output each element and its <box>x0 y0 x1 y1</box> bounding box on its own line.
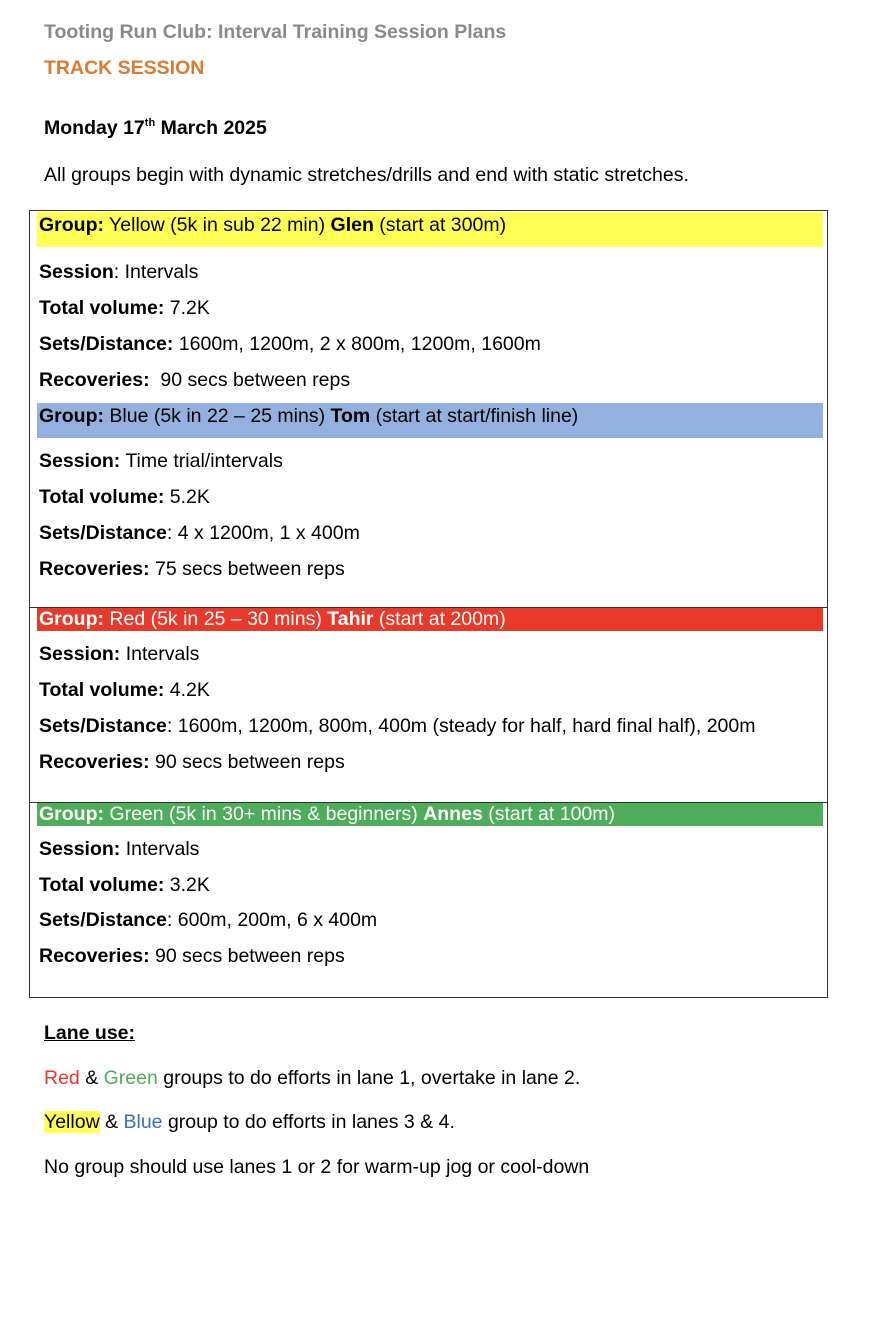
sets-value: : 4 x 1200m, 1 x 400m <box>166 522 360 544</box>
session-row <box>39 838 199 861</box>
sets-row <box>39 522 360 545</box>
recoveries-row <box>39 945 345 968</box>
volume-row <box>39 297 210 320</box>
session-label: Session: <box>39 838 121 860</box>
sets-value: : 600m, 200m, 6 x 400m <box>166 909 378 931</box>
session-label: Session <box>39 261 114 283</box>
date-day: Monday 17 <box>44 117 145 139</box>
volume-row <box>39 486 210 509</box>
group-description: Green (5k in 30+ mins & beginners) <box>103 803 424 825</box>
session-value: Time trial/intervals <box>125 450 283 472</box>
group-label: Group: <box>39 214 104 236</box>
yellow-label: Yellow <box>44 1111 100 1133</box>
recoveries-value: 75 secs between reps <box>149 558 345 580</box>
session-sep: : <box>113 261 125 283</box>
blue-label: Blue <box>123 1111 163 1133</box>
group-leader: Annes <box>423 803 483 825</box>
date-suffix: th <box>144 116 156 129</box>
group-leader: Tahir <box>327 608 374 630</box>
volume-label: Total volume: <box>39 297 165 319</box>
session-row <box>39 450 283 473</box>
sets-label: Sets/Distance <box>39 909 167 931</box>
group-label: Group: <box>39 803 104 825</box>
session-date <box>44 117 267 140</box>
session-row <box>39 643 199 666</box>
session-value: Intervals <box>125 838 200 860</box>
recoveries-label: Recoveries: <box>39 558 150 580</box>
volume-value: 5.2K <box>164 486 210 508</box>
lane-rule-red-green <box>44 1067 580 1090</box>
session-label: Session: <box>39 643 121 665</box>
group-header-yellow <box>37 212 823 247</box>
sets-row <box>39 333 541 356</box>
group-start: (start at 300m) <box>373 214 507 236</box>
group-start: (start at 200m) <box>373 608 506 630</box>
group-description: Red (5k in 25 – 30 mins) <box>103 608 328 630</box>
recoveries-label: Recoveries: <box>39 369 150 391</box>
sets-value: 1600m, 1200m, 2 x 800m, 1200m, 1600m <box>173 333 541 355</box>
recoveries-row <box>39 751 345 774</box>
intro-text: All groups begin with dynamic stretches/drills and end with static stretches. <box>44 164 689 186</box>
group-leader: Glen <box>330 214 374 236</box>
lane-rule-warmup: No group should use lanes 1 or 2 for warm-up jog or cool-down <box>44 1156 590 1178</box>
recoveries-row <box>39 369 350 392</box>
lane-use-heading: Lane use: <box>44 1022 136 1044</box>
group-description: Blue (5k in 22 – 25 mins) <box>103 405 331 427</box>
sets-label: Sets/Distance <box>39 522 167 544</box>
group-header-blue <box>37 403 823 438</box>
lane-rule-yellow-blue <box>44 1111 455 1134</box>
volume-value: 4.2K <box>164 679 210 701</box>
group-description: Yellow (5k in sub 22 min) <box>103 214 331 236</box>
volume-label: Total volume: <box>39 874 165 896</box>
group-label: Group: <box>39 405 104 427</box>
session-value: Intervals <box>124 261 199 283</box>
session-type-heading: TRACK SESSION <box>44 57 205 79</box>
group-label: Group: <box>39 608 104 630</box>
red-label: Red <box>44 1067 80 1089</box>
recoveries-label: Recoveries: <box>39 751 150 773</box>
sets-label: Sets/Distance <box>39 715 167 737</box>
recoveries-value: 90 secs between reps <box>149 751 345 773</box>
recoveries-label: Recoveries: <box>39 945 150 967</box>
ampersand: & <box>79 1067 104 1089</box>
volume-row <box>39 874 210 897</box>
sets-value: : 1600m, 1200m, 800m, 400m (steady for half, hard final half), 200m <box>166 715 756 737</box>
group-start: (start at 100m) <box>482 803 616 825</box>
volume-value: 7.2K <box>164 297 210 319</box>
session-label: Session: <box>39 450 121 472</box>
volume-label: Total volume: <box>39 486 165 508</box>
group-header-red <box>37 608 823 631</box>
lane-rule-text: group to do efforts in lanes 3 & 4. <box>162 1111 455 1133</box>
sets-row <box>39 715 755 738</box>
sets-label: Sets/Distance: <box>39 333 174 355</box>
session-value: Intervals <box>125 643 200 665</box>
group-leader: Tom <box>330 405 371 427</box>
document-title: Tooting Run Club: Interval Training Session Plans <box>44 21 507 43</box>
sets-row <box>39 909 377 932</box>
ampersand: & <box>99 1111 124 1133</box>
session-plan-table <box>29 210 828 998</box>
recoveries-value: 90 secs between reps <box>149 369 351 391</box>
volume-label: Total volume: <box>39 679 165 701</box>
group-header-green <box>37 803 823 826</box>
lane-rule-text: groups to do efforts in lane 1, overtake in lane 2. <box>157 1067 581 1089</box>
group-start: (start at start/finish line) <box>370 405 579 427</box>
session-row <box>39 261 198 284</box>
recoveries-value: 90 secs between reps <box>149 945 345 967</box>
recoveries-row <box>39 558 345 581</box>
volume-row <box>39 679 210 702</box>
volume-value: 3.2K <box>164 874 210 896</box>
green-label: Green <box>103 1067 158 1089</box>
date-rest: March 2025 <box>155 117 267 139</box>
